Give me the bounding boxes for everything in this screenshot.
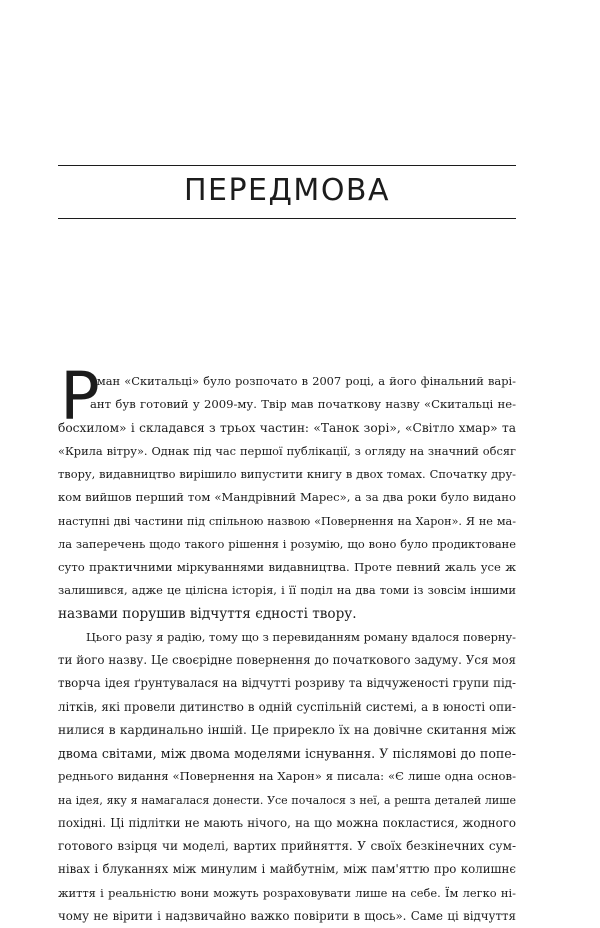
text-line: Цього разу я радію, тому що з перевиданням роману вдалося поверну- [86,629,516,644]
text-line: ти його назву. Це своєрідне повернення до початкового задуму. Уся моя [58,653,516,667]
title-rule-top [58,165,516,166]
text-line: твору, видавництво вирішило випустити книгу в двох томах. Спочатку дру- [58,467,516,481]
body-text [58,358,516,928]
text-line: ант був готовий у 2009-му. Твір мав початкову назву «Скитальці не- [90,397,516,412]
text-line: «Крила вітру». Однак під час першої публікації, з огляду на значний обсяг [58,443,516,458]
text-line: залишився, адже це цілісна історія, і її поділ на два томи із зовсім іншими [58,583,516,598]
text-line: двома світами, між двома моделями існування. У післямові до попе- [58,746,516,761]
text-line: ком вийшов перший том «Мандрівний Марес», а за два роки було видано [58,490,516,505]
text-line: назвами порушив відчуття єдності твору. [58,605,357,622]
text-line: чому не вірити і надзвичайно важко повірити в щось». Саме ці відчуття [58,908,516,923]
text-line: на ідея, яку я намагалася донести. Усе почалося з неї, а решта деталей лише [58,793,516,807]
text-line: творча ідея ґрунтувалася на відчутті розриву та відчуженості групи під- [58,676,516,691]
drop-cap: Р [60,358,100,435]
text-line: нилися в кардинально іншій. Це прирекло їх на довічне скитання між [58,722,516,737]
text-line: суто практичними міркуваннями видавництва. Проте певний жаль усе ж [58,560,516,574]
text-line: оман «Скитальці» було розпочато в 2007 році, а його фінальний варі- [90,374,516,388]
chapter-title: ПЕРЕДМОВА [183,173,391,208]
title-rule-bottom [58,218,516,219]
text-line: похідні. Ці підлітки не мають нічого, на що можна покластися, жодного [58,815,516,830]
text-line: готового взірця чи моделі, вартих прийняття. У своїх безкінечних сум- [58,839,516,853]
text-line: ла заперечень щодо такого рішення і розумію, що воно було продиктоване [58,536,516,551]
text-line: босхилом» і складався з трьох частин: «Танок зорі», «Світло хмар» та [58,420,516,435]
text-line: наступні дві частини під спільною назвою «Повернення на Харон». Я не ма- [58,514,516,528]
text-line: реднього видання «Повернення на Харон» я писала: «Є лише одна основ- [58,769,516,784]
text-line: нівах і блуканнях між минулим і майбутнім, між пам'яттю про колишнє [58,862,516,877]
text-line: життя і реальністю вони можуть розраховувати лише на себе. Їм легко ні- [58,885,516,900]
text-line: літків, які провели дитинство в одній суспільній системі, а в юності опи- [58,699,516,714]
